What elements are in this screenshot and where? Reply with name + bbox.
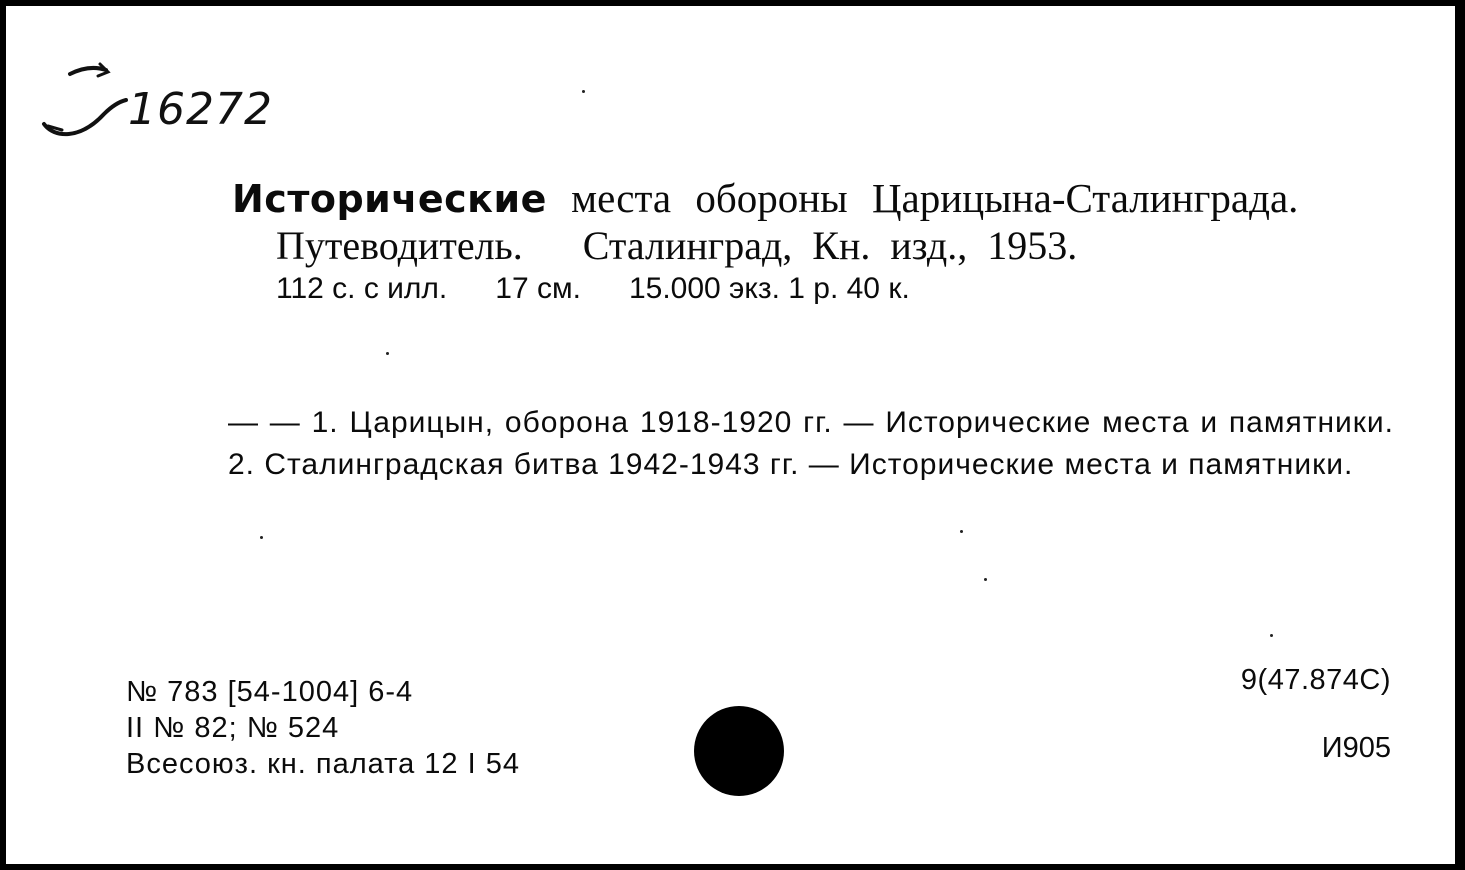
print-run-price: 15.000 экз. 1 р. 40 к. — [628, 272, 910, 305]
title-lead: Исторические — [232, 177, 547, 221]
registry-line-3: Всесоюз. кн. палата 12 I 54 — [126, 748, 520, 780]
physical-description — [276, 272, 910, 306]
title-rest: места обороны Царицына-Сталинграда. — [571, 175, 1299, 221]
author-mark: И905 — [1321, 732, 1391, 764]
catalog-card — [6, 6, 1455, 864]
punch-hole — [694, 706, 784, 796]
speck — [984, 578, 987, 581]
classification-code: 9(47.874С) — [1240, 664, 1391, 696]
registry-line-2: II № 82; № 524 — [126, 712, 340, 744]
speck — [386, 352, 389, 355]
subject-headings: — — 1. Царицын, оборона 1918-1920 гг. — Исторические места и памятники. 2. Сталинградская битва 1942-1943 гг. — Исторические места и памятники. — [228, 406, 1394, 481]
accession-number: 16272 — [128, 84, 273, 135]
speck — [582, 90, 585, 93]
registry-block — [126, 674, 520, 782]
imprint-line — [276, 222, 1077, 269]
speck — [1270, 634, 1273, 637]
title-line — [232, 174, 1298, 222]
page-count: 112 с. с илл. — [276, 272, 448, 305]
book-size: 17 см. — [495, 272, 581, 305]
publication-info: Сталинград, Кн. изд., 1953. — [582, 223, 1078, 268]
speck — [260, 536, 263, 539]
registry-line-1: № 783 [54-1004] 6-4 — [126, 676, 414, 708]
handwritten-mark-icon — [34, 56, 130, 148]
speck — [960, 530, 963, 533]
subtitle: Путеводитель. — [276, 223, 523, 268]
